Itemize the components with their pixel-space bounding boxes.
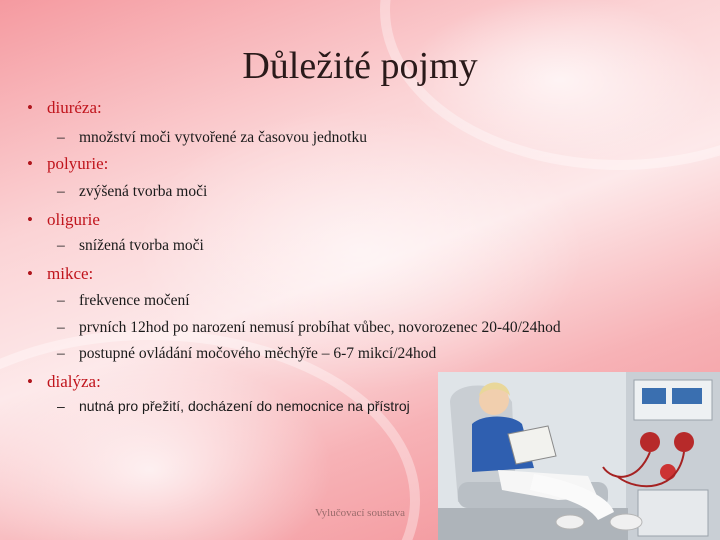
dash-icon: – (57, 345, 65, 362)
bullet-term: diuréza: (47, 98, 102, 117)
bullet-icon: • (27, 264, 33, 283)
bullet-term: mikce: (47, 264, 94, 283)
sub-item-text: množství moči vytvořené za časovou jednotku (79, 129, 367, 146)
sub-item (57, 398, 410, 414)
dialysis-illustration (438, 372, 720, 540)
dash-icon: – (57, 237, 65, 254)
bullet-item (27, 372, 101, 392)
bullet-item (27, 264, 93, 284)
bullet-item (27, 154, 108, 174)
dash-icon: – (57, 129, 65, 146)
dash-icon: – (57, 183, 65, 200)
dash-icon: – (57, 398, 65, 414)
bullet-icon: • (27, 154, 33, 173)
dash-icon: – (57, 292, 65, 309)
bullet-term: dialýza: (47, 372, 101, 391)
bullet-icon: • (27, 98, 33, 117)
sub-item (57, 129, 367, 147)
sub-item (57, 345, 436, 363)
dash-icon: – (57, 319, 65, 336)
sub-item (57, 183, 207, 201)
sub-item (57, 292, 190, 310)
slide-footer: Vylučovací soustava (314, 507, 406, 519)
bullet-item (27, 98, 102, 118)
bullet-icon: • (27, 210, 33, 229)
dialysis-photo (438, 372, 720, 540)
sub-item-text: zvýšená tvorba moči (79, 183, 208, 200)
sub-item (57, 319, 561, 337)
bullet-term: polyurie: (47, 154, 109, 173)
slide-title: Důležité pojmy (242, 45, 478, 87)
sub-item-text: snížená tvorba moči (79, 237, 204, 254)
bullet-item (27, 210, 100, 230)
bullet-icon: • (27, 372, 33, 391)
sub-item (57, 237, 204, 255)
sub-item-text: prvních 12hod po narození nemusí probíhat vůbec, novorozenec 20-40/24hod (79, 319, 561, 336)
sub-item-text: frekvence močení (79, 292, 190, 309)
sub-item-text: postupné ovládání močového měchýře – 6-7 mikcí/24hod (79, 345, 437, 362)
bullet-term: oligurie (47, 210, 100, 229)
sub-item-text: nutná pro přežití, docházení do nemocnice na přístroj (79, 398, 410, 414)
